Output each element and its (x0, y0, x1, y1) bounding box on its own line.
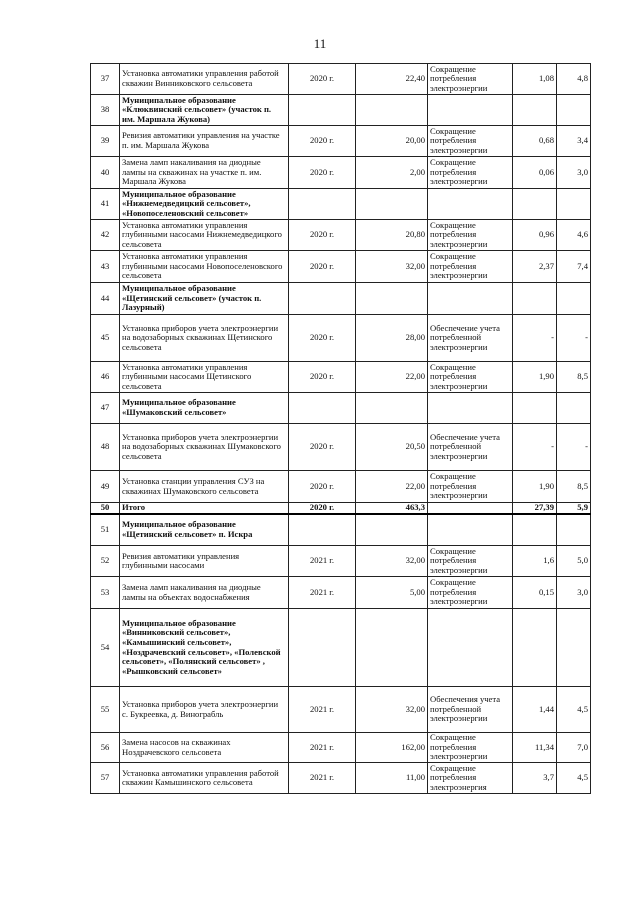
row-value-1: 27,39 (513, 503, 557, 514)
table-row (91, 362, 591, 393)
row-description: Установка автоматики управления глубинными насосами Нижнемедведицкого сельсовета (120, 220, 289, 251)
row-cost (356, 283, 428, 315)
row-value-1 (513, 393, 557, 424)
row-cost: 22,40 (356, 64, 428, 95)
row-value-1: 3,7 (513, 763, 557, 794)
row-effect: Обеспечение учета потребленной электроэнергии (428, 315, 513, 362)
row-description: Муниципальное образование «Винниковский сельсовет», «Камышинский сельсовет», «Ноздрачевский сельсовет», «Полевской сельсовет», «Полянский сельсовет» , «Рышковский сельсовет» (120, 609, 289, 687)
row-year: 2020 г. (289, 424, 356, 471)
row-value-2: 4,6 (557, 220, 591, 251)
row-number: 41 (91, 189, 120, 220)
row-value-2 (557, 514, 591, 546)
row-year: 2020 г. (289, 362, 356, 393)
section-row (91, 283, 591, 315)
row-cost: 463,3 (356, 503, 428, 514)
row-effect: Сокращение потребления электроэнергии (428, 577, 513, 609)
row-effect: Сокращение потребления электроэнергии (428, 220, 513, 251)
row-cost: 22,00 (356, 362, 428, 393)
row-effect: Сокращение потребления электроэнергии (428, 733, 513, 763)
table-row (91, 546, 591, 577)
row-description: Установка автоматики управления глубинными насосами Новопоселеновского сельсовета (120, 251, 289, 283)
row-number: 45 (91, 315, 120, 362)
row-year: 2020 г. (289, 503, 356, 514)
row-year: 2020 г. (289, 471, 356, 503)
row-effect (428, 95, 513, 126)
row-effect: Обеспечение учета потребленной электроэнергии (428, 424, 513, 471)
row-year: 2020 г. (289, 126, 356, 157)
row-cost (356, 609, 428, 687)
row-effect (428, 189, 513, 220)
row-year: 2021 г. (289, 733, 356, 763)
row-number: 47 (91, 393, 120, 424)
row-value-1: 0,06 (513, 157, 557, 189)
row-description: Итого (120, 503, 289, 514)
table-row (91, 157, 591, 189)
page-number: 11 (313, 36, 327, 51)
row-year (289, 393, 356, 424)
row-number: 40 (91, 157, 120, 189)
row-number: 56 (91, 733, 120, 763)
row-effect: Сокращение потребления электроэнергии (428, 251, 513, 283)
row-number: 53 (91, 577, 120, 609)
section-row (91, 95, 591, 126)
row-value-2: 7,0 (557, 733, 591, 763)
section-row (91, 189, 591, 220)
row-number: 55 (91, 687, 120, 733)
row-value-1 (513, 95, 557, 126)
row-value-1: 1,6 (513, 546, 557, 577)
row-effect: Сокращение потребления электроэнергии (428, 471, 513, 503)
row-value-2: 4,5 (557, 763, 591, 794)
table-row (91, 687, 591, 733)
row-value-2: 7,4 (557, 251, 591, 283)
row-cost: 5,00 (356, 577, 428, 609)
row-value-2: 8,5 (557, 471, 591, 503)
row-cost: 22,00 (356, 471, 428, 503)
row-number: 54 (91, 609, 120, 687)
row-number: 46 (91, 362, 120, 393)
row-value-1 (513, 189, 557, 220)
row-cost: 20,50 (356, 424, 428, 471)
row-description: Ревизия автоматики управления на участке п. им. Маршала Жукова (120, 126, 289, 157)
row-year: 2020 г. (289, 315, 356, 362)
table-row (91, 64, 591, 95)
row-year (289, 514, 356, 546)
row-value-1: 11,34 (513, 733, 557, 763)
row-description: Замена насосов на скважинах Ноздрачевского сельсовета (120, 733, 289, 763)
row-value-2: 8,5 (557, 362, 591, 393)
row-effect: Обеспечения учета потребленной электроэнергии (428, 687, 513, 733)
row-effect (428, 514, 513, 546)
row-effect (428, 503, 513, 514)
row-cost: 20,00 (356, 126, 428, 157)
table-row (91, 220, 591, 251)
row-year: 2021 г. (289, 763, 356, 794)
row-description: Замена ламп накаливания на диодные лампы на скважинах на участке п. им. Маршала Жукова (120, 157, 289, 189)
row-number: 37 (91, 64, 120, 95)
row-description: Муниципальное образование «Щетинский сельсовет» (участок п. Лазурный) (120, 283, 289, 315)
row-year: 2021 г. (289, 546, 356, 577)
row-number: 43 (91, 251, 120, 283)
row-value-2: 5,9 (557, 503, 591, 514)
row-cost: 32,00 (356, 546, 428, 577)
table-row (91, 424, 591, 471)
row-number: 57 (91, 763, 120, 794)
row-number: 48 (91, 424, 120, 471)
row-value-2: 3,4 (557, 126, 591, 157)
section-row (91, 393, 591, 424)
row-cost (356, 514, 428, 546)
row-description: Установка автоматики управления работой скважин Камышинского сельсовета (120, 763, 289, 794)
row-value-2: - (557, 424, 591, 471)
row-number: 51 (91, 514, 120, 546)
row-value-1: - (513, 424, 557, 471)
row-value-1: - (513, 315, 557, 362)
row-number: 39 (91, 126, 120, 157)
row-description: Установка станции управления СУЗ на скважинах Шумаковского сельсовета (120, 471, 289, 503)
section-row (91, 514, 591, 546)
table-row (91, 126, 591, 157)
row-cost (356, 189, 428, 220)
row-description: Установка автоматики управления работой скважин Винниковского сельсовета (120, 64, 289, 95)
row-value-2: 4,5 (557, 687, 591, 733)
row-number: 50 (91, 503, 120, 514)
row-effect: Сокращение потребления электроэнергии (428, 157, 513, 189)
row-value-1 (513, 283, 557, 315)
table-row (91, 577, 591, 609)
row-description: Установка приборов учета электроэнергии на водозаборных скважинах Шумаковского сельсовета (120, 424, 289, 471)
row-value-1 (513, 514, 557, 546)
row-cost (356, 393, 428, 424)
row-value-2: 3,0 (557, 577, 591, 609)
row-cost: 28,00 (356, 315, 428, 362)
row-cost (356, 95, 428, 126)
row-year: 2020 г. (289, 157, 356, 189)
row-value-2 (557, 283, 591, 315)
row-number: 42 (91, 220, 120, 251)
row-cost: 2,00 (356, 157, 428, 189)
row-year: 2021 г. (289, 687, 356, 733)
row-value-2 (557, 95, 591, 126)
row-effect (428, 609, 513, 687)
row-number: 44 (91, 283, 120, 315)
row-effect: Сокращение потребления электроэнергии (428, 64, 513, 95)
row-year: 2020 г. (289, 64, 356, 95)
row-cost: 20,80 (356, 220, 428, 251)
row-description: Замена ламп накаливания на диодные лампы на объектах водоснабжения (120, 577, 289, 609)
row-value-2: 5,0 (557, 546, 591, 577)
row-value-1: 1,44 (513, 687, 557, 733)
row-effect (428, 283, 513, 315)
total-row (91, 503, 591, 514)
row-cost: 32,00 (356, 687, 428, 733)
row-description: Установка автоматики управления глубинными насосами Щетинского сельсовета (120, 362, 289, 393)
row-description: Муниципальное образование «Клюквинский сельсовет» (участок п. им. Маршала Жукова) (120, 95, 289, 126)
row-value-2: 4,8 (557, 64, 591, 95)
row-value-1: 1,90 (513, 471, 557, 503)
row-description: Установка приборов учета электроэнергии на водозаборных скважинах Щетинского сельсовета (120, 315, 289, 362)
row-description: Ревизия автоматики управления глубинными насосами (120, 546, 289, 577)
row-value-2 (557, 393, 591, 424)
row-description: Муниципальное образование «Щетинский сельсовет» п. Искра (120, 514, 289, 546)
row-effect: Сокращение потребления электроэнергии (428, 546, 513, 577)
row-value-1: 2,37 (513, 251, 557, 283)
row-number: 49 (91, 471, 120, 503)
measures-table (90, 63, 591, 794)
row-year (289, 283, 356, 315)
row-value-1: 1,08 (513, 64, 557, 95)
row-year (289, 189, 356, 220)
section-row (91, 609, 591, 687)
row-year: 2021 г. (289, 577, 356, 609)
row-value-2: 3,0 (557, 157, 591, 189)
row-description: Муниципальное образование «Шумаковский сельсовет» (120, 393, 289, 424)
table-row (91, 251, 591, 283)
row-value-2 (557, 189, 591, 220)
row-number: 52 (91, 546, 120, 577)
row-cost: 11,00 (356, 763, 428, 794)
row-year (289, 95, 356, 126)
row-cost: 32,00 (356, 251, 428, 283)
row-cost: 162,00 (356, 733, 428, 763)
table-row (91, 763, 591, 794)
row-description: Муниципальное образование «Нижнемедведицкий сельсовет», «Новопоселеновский сельсовет» (120, 189, 289, 220)
row-effect: Сокращение потребления электроэнергии (428, 362, 513, 393)
row-year (289, 609, 356, 687)
row-description: Установка приборов учета электроэнергии с. Букреевка, д. Винограбль (120, 687, 289, 733)
row-value-2 (557, 609, 591, 687)
row-value-1 (513, 609, 557, 687)
row-effect (428, 393, 513, 424)
row-value-1: 1,90 (513, 362, 557, 393)
row-value-1: 0,68 (513, 126, 557, 157)
row-value-2: - (557, 315, 591, 362)
table-row (91, 733, 591, 763)
row-value-1: 0,96 (513, 220, 557, 251)
row-year: 2020 г. (289, 251, 356, 283)
table-row (91, 315, 591, 362)
row-effect: Сокращение потребления электроэнергии (428, 126, 513, 157)
row-year: 2020 г. (289, 220, 356, 251)
row-number: 38 (91, 95, 120, 126)
table-row (91, 471, 591, 503)
row-effect: Сокращение потребления электроэнергия (428, 763, 513, 794)
row-value-1: 0,15 (513, 577, 557, 609)
